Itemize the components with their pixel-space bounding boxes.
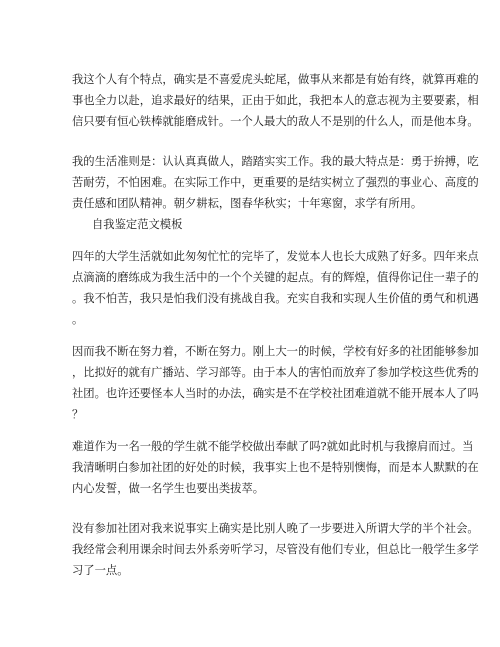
text-line: 没有参加社团对我来说事实上确实是比别人晚了一步要进入所谓大学的半个社会。 [72,522,479,535]
text-line: 四年的大学生活就如此匆匆忙忙的完毕了，发觉本人也长大成熟了好多。四年来点 [72,250,479,263]
text-line: 点滴滴的磨练成为我生活中的一个个关键的起点。有的辉煌，值得你记住一辈子的 [72,271,479,284]
text-line: 责任感和团队精神。朝夕耕耘，图春华秋实；十年寒窗，求学有所用。 [72,197,423,210]
text-line: 内心发誓，做一名学生也要出类拔萃。 [72,482,265,495]
text-line: 因而我不断在努力着，不断在努力。刚上大一的时候，学校有好多的社团能够参加 [72,345,479,358]
text-line: 难道作为一名一般的学生就不能学校做出奉献了吗?就如此时机与我擦肩而过。当 [72,440,474,453]
text-line: 社团。也许还要怪本人当时的办法，确实是不在学校社团难道就不能开展本人了吗 [72,387,479,400]
text-line: 苦耐劳，不怕困难。在实际工作中，更重要的是结实树立了强烈的事业心、高度的 [72,176,479,189]
text-line: 我清晰明白参加社团的好处的时候，我事实上也不是特别懊悔，而是本人默默的在 [72,461,479,474]
section-heading: 自我鉴定范文模板 [92,218,183,231]
paragraph-life-principle [72,151,479,214]
text-line: 我经常会利用课余时间去外系旁听学习，尽管没有他们专业，但总比一般学生多学 [72,543,479,556]
text-line: 。 [72,313,84,326]
text-line: 信只要有恒心铁棒就能磨成针。一个人最大的敌人不是别的什么人，而是他本身。 [72,115,479,128]
text-line: 我这个人有个特点，确实是不喜爱虎头蛇尾，做事从来都是有始有终，就算再难的 [72,73,479,86]
text-line: 事也全力以赴，追求最好的结果，正由于如此，我把本人的意志视为主要要素，相 [72,94,479,107]
paragraph-self-study [72,518,479,581]
text-line: ？ [72,408,84,421]
paragraph-clubs [72,341,479,425]
paragraph-college-life [72,246,479,330]
text-line: 。我不怕苦，我只是怕我们没有挑战自我。充实自我和实现人生价值的勇气和机遇 [72,292,479,305]
text-line: ，比拟好的就有广播站、学习部等。由于本人的害怕而放弃了参加学校这些优秀的 [72,366,479,379]
paragraph-regret [72,436,479,499]
paragraph-personal-trait [72,69,479,132]
text-line: 习了一点。 [72,564,129,577]
text-line: 我的生活准则是：认认真真做人，踏踏实实工作。我的最大特点是：勇于拚搏，吃 [72,155,479,168]
